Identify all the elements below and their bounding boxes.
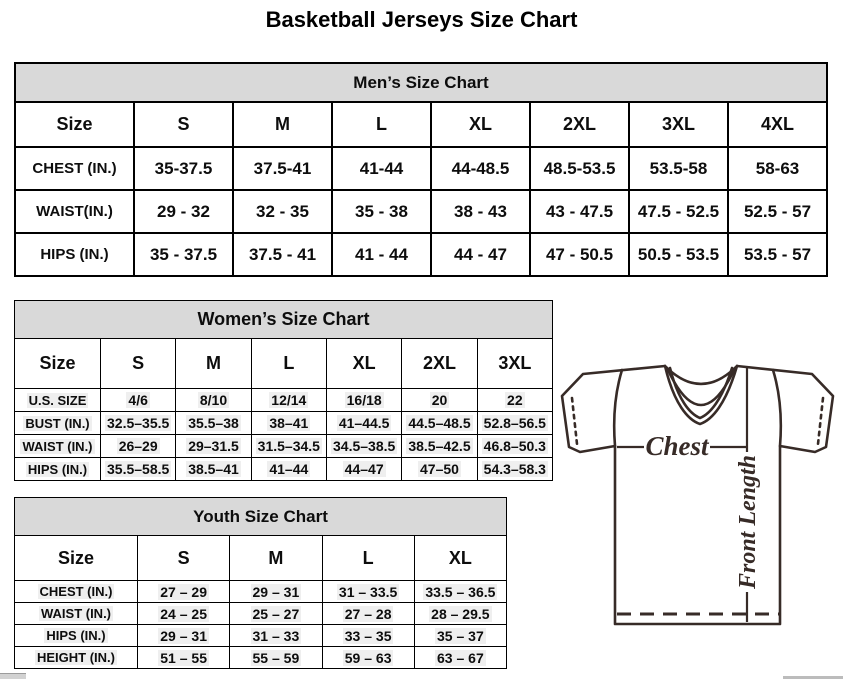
cell-value: 63 – 67 (414, 647, 506, 669)
cell-value: 37.5 - 41 (233, 233, 332, 276)
cell-value: 27 – 29 (138, 581, 230, 603)
cell-value: 41–44 (251, 458, 326, 481)
mens-header-3xl: 3XL (629, 102, 728, 147)
cell-value: 47–50 (402, 458, 477, 481)
cell-value: 31 – 33.5 (322, 581, 414, 603)
cell-value: 12/14 (251, 389, 326, 412)
mens-chest-row (15, 147, 827, 190)
youth-header-size: Size (15, 536, 138, 581)
youth-height-row (15, 647, 507, 669)
cell-value: 24 – 25 (138, 603, 230, 625)
womens-header-s: S (101, 339, 176, 389)
cell-value: 38 - 43 (431, 190, 530, 233)
cell-value: 33.5 – 36.5 (414, 581, 506, 603)
right-cuff-dashed-line (818, 398, 823, 444)
cell-value: 47 - 50.5 (530, 233, 629, 276)
cell-value: 31 – 33 (230, 625, 322, 647)
cell-value: 41 - 44 (332, 233, 431, 276)
mens-header-4xl: 4XL (728, 102, 827, 147)
cell-value: 4/6 (101, 389, 176, 412)
cell-value: 44.5–48.5 (402, 412, 477, 435)
cell-value: 8/10 (176, 389, 251, 412)
womens-bust-row (15, 412, 553, 435)
cell-value: 26–29 (101, 435, 176, 458)
row-label: WAIST (IN.) (15, 603, 138, 625)
left-sleeve-seam (614, 370, 622, 446)
cell-value: 35 - 38 (332, 190, 431, 233)
row-label: CHEST (IN.) (15, 581, 138, 603)
cell-value: 44 - 47 (431, 233, 530, 276)
mens-header-2xl: 2XL (530, 102, 629, 147)
row-label: CHEST (IN.) (15, 147, 134, 190)
youth-table-title: Youth Size Chart (15, 498, 507, 536)
mens-hips-row (15, 233, 827, 276)
row-label: WAIST (IN.) (15, 435, 101, 458)
cell-value: 29 – 31 (138, 625, 230, 647)
cell-value: 52.5 - 57 (728, 190, 827, 233)
cell-value: 59 – 63 (322, 647, 414, 669)
mens-header-m: M (233, 102, 332, 147)
womens-table-title: Women’s Size Chart (15, 301, 553, 339)
cell-value: 53.5-58 (629, 147, 728, 190)
cell-value: 27 – 28 (322, 603, 414, 625)
womens-header-3xl: 3XL (477, 339, 552, 389)
womens-header-m: M (176, 339, 251, 389)
cell-value: 31.5–34.5 (251, 435, 326, 458)
cell-value: 34.5–38.5 (326, 435, 401, 458)
right-sleeve-seam (773, 370, 781, 446)
cell-value: 32 - 35 (233, 190, 332, 233)
cell-value: 33 – 35 (322, 625, 414, 647)
cell-value: 29–31.5 (176, 435, 251, 458)
cell-value: 54.3–58.3 (477, 458, 552, 481)
cell-value: 22 (477, 389, 552, 412)
cell-value: 52.8–56.5 (477, 412, 552, 435)
womens-header-size: Size (15, 339, 101, 389)
cell-value: 50.5 - 53.5 (629, 233, 728, 276)
mens-table-title: Men’s Size Chart (15, 63, 827, 102)
row-label: HIPS (IN.) (15, 458, 101, 481)
mens-header-s: S (134, 102, 233, 147)
mens-waist-row (15, 190, 827, 233)
mens-size-table (14, 62, 828, 277)
cell-value: 28 – 29.5 (414, 603, 506, 625)
youth-header-s: S (138, 536, 230, 581)
cell-value: 20 (402, 389, 477, 412)
womens-header-l: L (251, 339, 326, 389)
cell-value: 51 – 55 (138, 647, 230, 669)
womens-waist-row (15, 435, 553, 458)
cell-value: 43 - 47.5 (530, 190, 629, 233)
cell-value: 48.5-53.5 (530, 147, 629, 190)
youth-waist-row (15, 603, 507, 625)
cell-value: 47.5 - 52.5 (629, 190, 728, 233)
cell-value: 29 - 32 (134, 190, 233, 233)
cell-value: 38.5–41 (176, 458, 251, 481)
jersey-measurement-diagram (556, 356, 836, 636)
mens-header-xl: XL (431, 102, 530, 147)
row-label: BUST (IN.) (15, 412, 101, 435)
cell-value: 58-63 (728, 147, 827, 190)
left-cuff-dashed-line (572, 398, 577, 444)
youth-header-l: L (322, 536, 414, 581)
youth-hips-row (15, 625, 507, 647)
row-label: WAIST(IN.) (15, 190, 134, 233)
row-label: U.S. SIZE (15, 389, 101, 412)
row-label: HIPS (IN.) (15, 233, 134, 276)
womens-header-xl: XL (326, 339, 401, 389)
chest-label: Chest (645, 431, 709, 461)
page-title: Basketball Jerseys Size Chart (265, 7, 578, 32)
womens-size-table (14, 300, 553, 481)
row-label: HIPS (IN.) (15, 625, 138, 647)
vneck-inner-curve (670, 368, 732, 418)
womens-ussize-row (15, 389, 553, 412)
youth-header-m: M (230, 536, 322, 581)
cell-value: 35.5–38 (176, 412, 251, 435)
cell-value: 41-44 (332, 147, 431, 190)
cell-value: 37.5-41 (233, 147, 332, 190)
cell-value: 35 - 37.5 (134, 233, 233, 276)
row-label: HEIGHT (IN.) (15, 647, 138, 669)
mens-header-size: Size (15, 102, 134, 147)
cell-value: 44-48.5 (431, 147, 530, 190)
youth-chest-row (15, 581, 507, 603)
h-scrollbar-thumb[interactable] (0, 673, 26, 679)
youth-header-xl: XL (414, 536, 506, 581)
cell-value: 38–41 (251, 412, 326, 435)
cell-value: 35.5–58.5 (101, 458, 176, 481)
cell-value: 16/18 (326, 389, 401, 412)
cell-value: 35 – 37 (414, 625, 506, 647)
front-length-label: Front Length (735, 454, 761, 590)
womens-hips-row (15, 458, 553, 481)
cell-value: 25 – 27 (230, 603, 322, 625)
cell-value: 44–47 (326, 458, 401, 481)
cell-value: 41–44.5 (326, 412, 401, 435)
cell-value: 35-37.5 (134, 147, 233, 190)
mens-header-l: L (332, 102, 431, 147)
youth-size-table (14, 497, 507, 669)
womens-header-2xl: 2XL (402, 339, 477, 389)
cell-value: 46.8–50.3 (477, 435, 552, 458)
cell-value: 38.5–42.5 (402, 435, 477, 458)
cell-value: 32.5–35.5 (101, 412, 176, 435)
cell-value: 55 – 59 (230, 647, 322, 669)
cell-value: 29 – 31 (230, 581, 322, 603)
cell-value: 53.5 - 57 (728, 233, 827, 276)
